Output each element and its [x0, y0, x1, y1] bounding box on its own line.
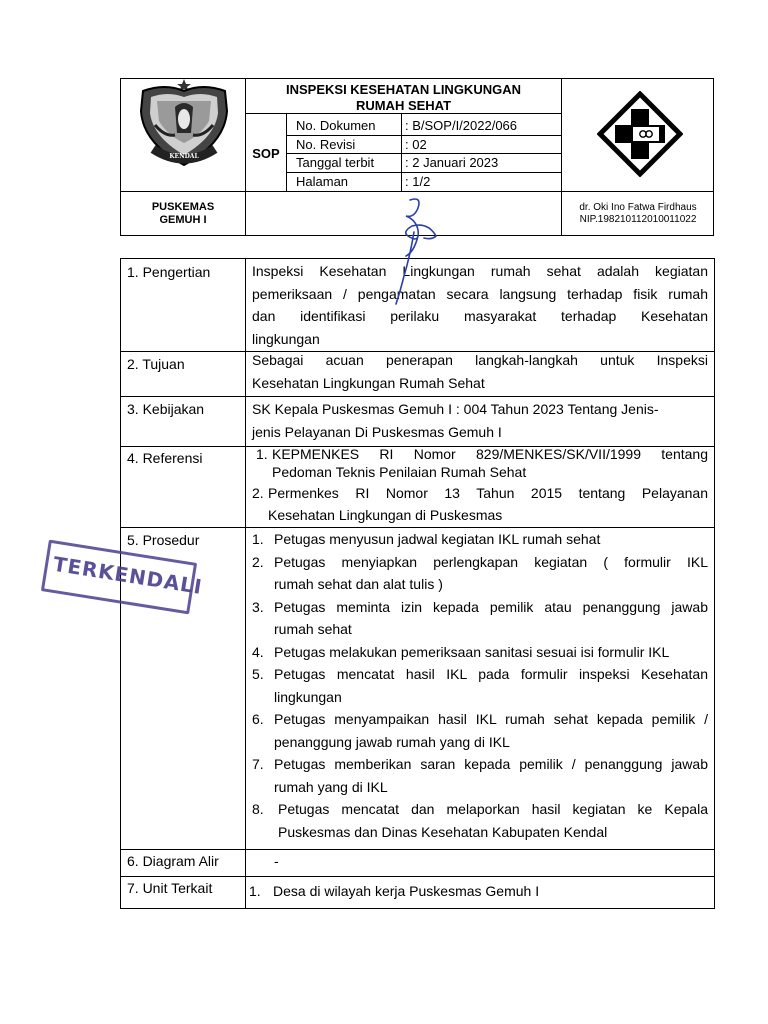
- section-text: [252, 349, 708, 394]
- field-label: Tanggal terbit: [296, 155, 375, 170]
- header-divider: [286, 113, 287, 191]
- list-item: [252, 445, 708, 481]
- signer-nip: NIP.198210112010011022: [579, 214, 697, 225]
- field-label: No. Dokumen: [296, 118, 376, 133]
- org-line-1: PUSKEMAS: [151, 201, 215, 213]
- field-value: : 02: [405, 137, 427, 152]
- text-line: SK Kepala Puskesmas Gemuh I : 004 Tahun 2023 Tentang Jenis-: [252, 401, 659, 417]
- item-number: 2.: [252, 553, 264, 570]
- item-number: 1.: [249, 883, 261, 899]
- section-text: [274, 850, 730, 873]
- item-line: Permenkes RI Nomor 13 Tahun 2015 tentang Pelayanan: [268, 485, 708, 501]
- list-item: [252, 798, 708, 843]
- item-text: [274, 663, 708, 708]
- item-line: Petugas mencatat dan melaporkan hasil kegiatan ke Kepala: [278, 801, 708, 817]
- signature-icon: [388, 196, 448, 308]
- signer-block: [562, 202, 714, 226]
- item-number: 7.: [252, 756, 264, 772]
- title-line-1: INSPEKSI KESEHATAN LINGKUNGAN: [286, 82, 521, 97]
- section-label: 3. Kebijakan: [127, 401, 205, 417]
- section-label: 6. Diagram Alir: [127, 853, 219, 869]
- item-line: Pedoman Teknis Penilaian Rumah Sehat: [272, 464, 527, 480]
- header-divider: [401, 113, 402, 191]
- item-line: rumah sehat: [274, 621, 352, 637]
- field-value: : 2 Januari 2023: [405, 155, 499, 170]
- section-label: 2. Tujuan: [127, 356, 185, 372]
- text-line: jenis Pelayanan Di Puskesmas Gemuh I: [252, 423, 502, 440]
- field-label: No. Revisi: [296, 137, 356, 152]
- section-label: 5. Prosedur: [127, 532, 200, 548]
- item-line: Puskesmas dan Dinas Kesehatan Kabupaten Kendal: [278, 823, 608, 840]
- sop-content-table: [120, 258, 715, 909]
- section-text: [252, 260, 708, 350]
- item-number: 5.: [252, 666, 264, 682]
- item-line: Petugas menyampaikan hasil IKL rumah sehat kepada pemilik /: [274, 711, 708, 727]
- list-item: [249, 880, 705, 903]
- text-line: Sebagai acuan penerapan langkah-langkah untuk Inspeksi: [252, 352, 708, 368]
- field-label: Halaman: [296, 174, 349, 189]
- item-line: penanggung jawab rumah yang di IKL: [274, 733, 510, 750]
- header-divider: [286, 153, 562, 154]
- sop-label: SOP: [252, 146, 280, 161]
- list-item: [252, 708, 708, 753]
- signer-name: dr. Oki Ino Fatwa Firdhaus: [579, 202, 697, 213]
- text-line: lingkungan: [252, 330, 320, 347]
- text-line: -: [274, 853, 279, 869]
- item-text: [273, 880, 705, 903]
- organization-name: [121, 201, 245, 227]
- table-divider: [245, 259, 246, 909]
- item-line: lingkungan: [274, 688, 342, 705]
- section-label: 7. Unit Terkait: [127, 880, 213, 896]
- section-label: 4. Referensi: [127, 450, 203, 466]
- item-line: rumah yang di IKL: [274, 778, 388, 795]
- item-line: rumah sehat dan alat tulis ): [274, 576, 443, 592]
- kendal-emblem-icon: [135, 77, 233, 171]
- document-title: [246, 82, 561, 114]
- list-item: [252, 528, 708, 551]
- item-number: 1.: [256, 446, 268, 462]
- puskesmas-cross-icon: [597, 91, 683, 177]
- org-line-2: GEMUH I: [159, 214, 207, 226]
- list-item: [252, 641, 708, 664]
- item-text: [268, 482, 708, 526]
- field-value: : B/SOP/I/2022/066: [405, 118, 518, 133]
- list-item: [252, 596, 708, 641]
- item-number: 4.: [252, 643, 264, 660]
- item-text: [278, 798, 708, 843]
- stamp-text: TERKENDALI: [51, 551, 205, 600]
- list-item: [252, 753, 708, 798]
- item-number: 2.: [252, 485, 264, 501]
- item-line: Petugas memberikan saran kepada pemilik / penanggung jawab: [274, 756, 708, 772]
- item-line: Kesehatan Lingkungan di Puskesmas: [268, 507, 503, 523]
- item-text: [274, 528, 708, 551]
- header-divider: [121, 191, 714, 192]
- item-line: Petugas mencatat hasil IKL pada formulir inspeksi Kesehatan: [274, 666, 708, 682]
- section-list: [249, 880, 705, 903]
- item-line: Petugas meminta izin kepada pemilik atau penanggung jawab: [274, 598, 708, 615]
- item-number: 6.: [252, 711, 264, 727]
- field-value: : 1/2: [405, 174, 431, 189]
- item-text: [274, 641, 708, 664]
- item-text: [274, 753, 708, 798]
- list-item: [252, 663, 708, 708]
- title-line-2: RUMAH SEHAT: [355, 98, 452, 113]
- item-text: [272, 445, 708, 481]
- item-number: 3.: [252, 598, 264, 615]
- item-text: [274, 708, 708, 753]
- text-line: pemeriksaan / pengamatan secara langsung terhadap fisik rumah: [252, 285, 708, 302]
- item-text: [274, 551, 708, 596]
- section-label: 1. Pengertian: [127, 264, 211, 280]
- header-divider: [286, 135, 562, 136]
- section-list: [252, 528, 708, 843]
- section-list: [252, 445, 708, 526]
- list-item: [252, 551, 708, 596]
- row-divider: [121, 396, 715, 397]
- item-line: Petugas melakukan pemeriksaan sanitasi sesuai isi formulir IKL: [274, 643, 670, 660]
- item-line: Petugas menyusun jadwal kegiatan IKL rumah sehat: [274, 531, 601, 547]
- emblem-text: KENDAL: [169, 153, 199, 160]
- item-number: 1.: [252, 531, 264, 547]
- text-line: Inspeksi Kesehatan Lingkungan rumah sehat adalah kegiatan: [252, 263, 708, 279]
- section-text: [252, 398, 708, 443]
- header-divider: [286, 172, 562, 173]
- item-line: KEPMENKES RI Nomor 829/MENKES/SK/VII/1999 tentang: [272, 446, 708, 462]
- text-line: Kesehatan Lingkungan Rumah Sehat: [252, 374, 485, 391]
- list-item: [252, 482, 708, 526]
- item-line: Desa di wilayah kerja Puskesmas Gemuh I: [273, 883, 540, 899]
- item-number: 8.: [252, 801, 264, 817]
- text-line: dan identifikasi perilaku masyarakat terhadap Kesehatan: [252, 308, 708, 324]
- item-line: Petugas menyiapkan perlengkapan kegiatan ( formulir IKL: [274, 553, 708, 570]
- item-text: [274, 596, 708, 641]
